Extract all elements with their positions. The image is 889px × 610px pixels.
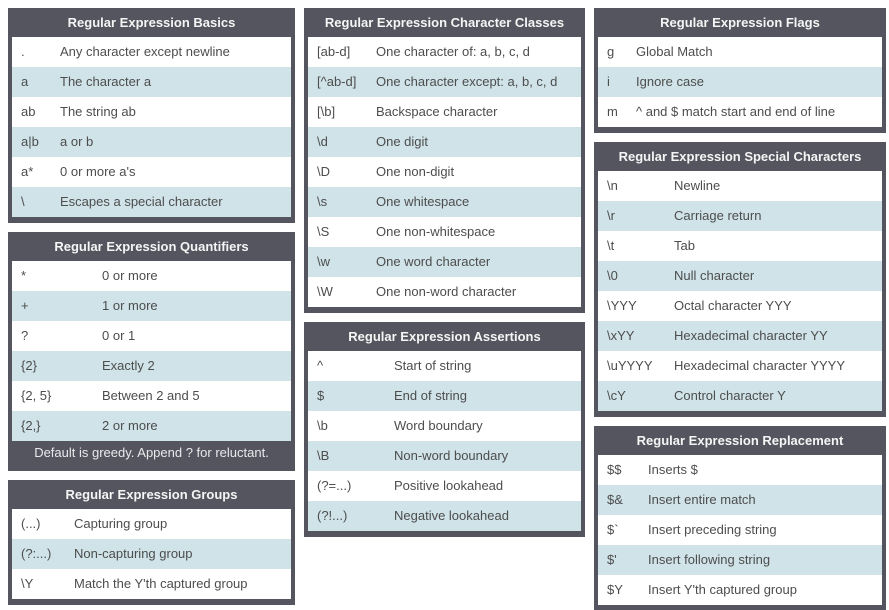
- description-cell: Inserts $: [648, 462, 698, 477]
- table-regex-quantifiers: [8, 232, 295, 471]
- pattern-cell: \t: [607, 238, 615, 253]
- pattern-cell: \d: [317, 134, 328, 149]
- pattern-cell: .: [21, 44, 25, 59]
- description-cell: Tab: [674, 238, 695, 253]
- table-body: [308, 351, 581, 531]
- pattern-cell: *: [21, 268, 27, 283]
- pattern-cell: \W: [317, 284, 333, 299]
- table-row: [598, 37, 882, 67]
- table-title: Regular Expression Flags: [598, 8, 882, 37]
- description-cell: Non-word boundary: [394, 448, 509, 463]
- description-cell: Positive lookahead: [394, 478, 504, 493]
- description-cell: Insert entire match: [648, 492, 756, 507]
- pattern-cell: \xYY: [607, 328, 635, 343]
- table-row: [12, 321, 291, 351]
- table-title: Regular Expression Basics: [12, 8, 291, 37]
- table-title: Regular Expression Replacement: [598, 426, 882, 455]
- table-row: [598, 261, 882, 291]
- pattern-cell: $: [317, 388, 325, 403]
- pattern-cell: \s: [317, 194, 328, 209]
- table-regex-basics: [8, 8, 295, 223]
- description-cell: Carriage return: [674, 208, 762, 223]
- pattern-cell: g: [607, 44, 615, 59]
- pattern-cell: \B: [317, 448, 330, 463]
- pattern-cell: \S: [317, 224, 330, 239]
- table-row: [12, 97, 291, 127]
- description-cell: Hexadecimal character YYYY: [674, 358, 846, 373]
- table-row: [12, 509, 291, 539]
- pattern-cell: a|b: [21, 134, 39, 149]
- description-cell: End of string: [394, 388, 467, 403]
- table-row: [12, 157, 291, 187]
- table-row: [308, 37, 581, 67]
- table-body: [12, 509, 291, 599]
- table-row: [12, 261, 291, 291]
- pattern-cell: a: [21, 74, 29, 89]
- table-body: [598, 171, 882, 411]
- pattern-cell: (?!...): [317, 508, 348, 523]
- table-row: [12, 351, 291, 381]
- pattern-cell: $$: [607, 462, 622, 477]
- description-cell: a or b: [60, 134, 94, 149]
- pattern-cell: \w: [317, 254, 330, 269]
- table-row: [12, 37, 291, 67]
- table-row: [308, 217, 581, 247]
- table-row: [308, 411, 581, 441]
- table-regex-groups: [8, 480, 295, 605]
- pattern-cell: ab: [21, 104, 36, 119]
- table-row: [598, 515, 882, 545]
- pattern-cell: \YYY: [607, 298, 637, 313]
- description-cell: 0 or more: [102, 268, 158, 283]
- description-cell: Match the Y'th captured group: [74, 576, 248, 591]
- table-row: [598, 351, 882, 381]
- pattern-cell: [^ab-d]: [317, 74, 357, 89]
- table-row: [308, 187, 581, 217]
- table-footnote: Default is greedy. Append ? for reluctant.: [12, 441, 291, 465]
- table-row: [598, 485, 882, 515]
- description-cell: One non-digit: [376, 164, 455, 179]
- description-cell: Start of string: [394, 358, 472, 373]
- description-cell: Ignore case: [636, 74, 704, 89]
- pattern-cell: $&: [607, 492, 623, 507]
- table-row: [12, 411, 291, 441]
- pattern-cell: [ab-d]: [317, 44, 351, 59]
- table-title: Regular Expression Special Characters: [598, 142, 882, 171]
- pattern-cell: [\b]: [317, 104, 336, 119]
- pattern-cell: \uYYYY: [607, 358, 653, 373]
- description-cell: One character of: a, b, c, d: [376, 44, 530, 59]
- pattern-cell: $': [607, 552, 617, 567]
- table-row: [12, 67, 291, 97]
- table-row: [308, 351, 581, 381]
- pattern-cell: $`: [607, 522, 619, 537]
- table-title: Regular Expression Character Classes: [308, 8, 581, 37]
- table-row: [598, 291, 882, 321]
- description-cell: Insert preceding string: [648, 522, 777, 537]
- description-cell: The character a: [60, 74, 152, 89]
- description-cell: Word boundary: [394, 418, 483, 433]
- table-row: [308, 157, 581, 187]
- table-row: [12, 291, 291, 321]
- description-cell: Between 2 and 5: [102, 388, 200, 403]
- table-row: [308, 501, 581, 531]
- table-body: [12, 37, 291, 217]
- table-row: [598, 381, 882, 411]
- table-regex-character-classes: [304, 8, 585, 313]
- pattern-cell: a*: [21, 164, 34, 179]
- table-title: Regular Expression Assertions: [308, 322, 581, 351]
- pattern-cell: \0: [607, 268, 618, 283]
- pattern-cell: \: [21, 194, 25, 209]
- column-right: [594, 8, 886, 610]
- description-cell: Any character except newline: [60, 44, 230, 59]
- table-title: Regular Expression Groups: [12, 480, 291, 509]
- table-row: [598, 97, 882, 127]
- pattern-cell: m: [607, 104, 618, 119]
- table-row: [598, 67, 882, 97]
- pattern-cell: {2,}: [21, 418, 41, 433]
- pattern-cell: i: [607, 74, 610, 89]
- description-cell: Control character Y: [674, 388, 786, 403]
- table-row: [598, 575, 882, 605]
- pattern-cell: {2}: [21, 358, 37, 373]
- description-cell: 1 or more: [102, 298, 158, 313]
- pattern-cell: \D: [317, 164, 330, 179]
- description-cell: Newline: [674, 178, 721, 193]
- table-row: [12, 127, 291, 157]
- pattern-cell: \r: [607, 208, 615, 223]
- pattern-cell: {2, 5}: [21, 388, 52, 403]
- column-middle: [304, 8, 585, 610]
- description-cell: One non-word character: [376, 284, 517, 299]
- description-cell: Backspace character: [376, 104, 498, 119]
- description-cell: Escapes a special character: [60, 194, 223, 209]
- pattern-cell: (?:...): [21, 546, 52, 561]
- table-row: [308, 441, 581, 471]
- description-cell: Null character: [674, 268, 755, 283]
- description-cell: 0 or more a's: [60, 164, 136, 179]
- table-body: [598, 37, 882, 127]
- table-regex-assertions: [304, 322, 585, 537]
- pattern-cell: ^: [317, 358, 324, 373]
- description-cell: The string ab: [60, 104, 136, 119]
- table-regex-special-characters: [594, 142, 886, 417]
- table-row: [308, 471, 581, 501]
- table-regex-replacement: [594, 426, 886, 610]
- table-row: [598, 455, 882, 485]
- table-row: [598, 321, 882, 351]
- table-row: [598, 171, 882, 201]
- description-cell: One whitespace: [376, 194, 470, 209]
- table-regex-flags: [594, 8, 886, 133]
- table-row: [598, 201, 882, 231]
- description-cell: Insert Y'th captured group: [648, 582, 797, 597]
- pattern-cell: \b: [317, 418, 328, 433]
- table-row: [308, 247, 581, 277]
- table-row: [308, 127, 581, 157]
- table-title: Regular Expression Quantifiers: [12, 232, 291, 261]
- table-row: [598, 231, 882, 261]
- description-cell: Global Match: [636, 44, 713, 59]
- table-row: [308, 381, 581, 411]
- pattern-cell: +: [21, 298, 29, 313]
- description-cell: Capturing group: [74, 516, 168, 531]
- table-row: [308, 97, 581, 127]
- description-cell: Insert following string: [648, 552, 771, 567]
- table-row: [308, 277, 581, 307]
- description-cell: Non-capturing group: [74, 546, 193, 561]
- table-row: [12, 187, 291, 217]
- table-row: [12, 381, 291, 411]
- description-cell: One character except: a, b, c, d: [376, 74, 558, 89]
- column-left: [8, 8, 295, 610]
- description-cell: Negative lookahead: [394, 508, 509, 523]
- pattern-cell: \cY: [607, 388, 626, 403]
- table-row: [308, 67, 581, 97]
- description-cell: Hexadecimal character YY: [674, 328, 828, 343]
- description-cell: ^ and $ match start and end of line: [636, 104, 836, 119]
- pattern-cell: (...): [21, 516, 41, 531]
- description-cell: One digit: [376, 134, 429, 149]
- pattern-cell: $Y: [607, 582, 623, 597]
- description-cell: Octal character YYY: [674, 298, 792, 313]
- table-body: [12, 261, 291, 441]
- table-row: [12, 569, 291, 599]
- pattern-cell: (?=...): [317, 478, 352, 493]
- pattern-cell: \Y: [21, 576, 34, 591]
- description-cell: 0 or 1: [102, 328, 136, 343]
- description-cell: One word character: [376, 254, 491, 269]
- table-row: [598, 545, 882, 575]
- description-cell: 2 or more: [102, 418, 158, 433]
- table-body: [308, 37, 581, 307]
- description-cell: One non-whitespace: [376, 224, 496, 239]
- table-row: [12, 539, 291, 569]
- pattern-cell: ?: [21, 328, 29, 343]
- table-body: [598, 455, 882, 605]
- description-cell: Exactly 2: [102, 358, 155, 373]
- pattern-cell: \n: [607, 178, 618, 193]
